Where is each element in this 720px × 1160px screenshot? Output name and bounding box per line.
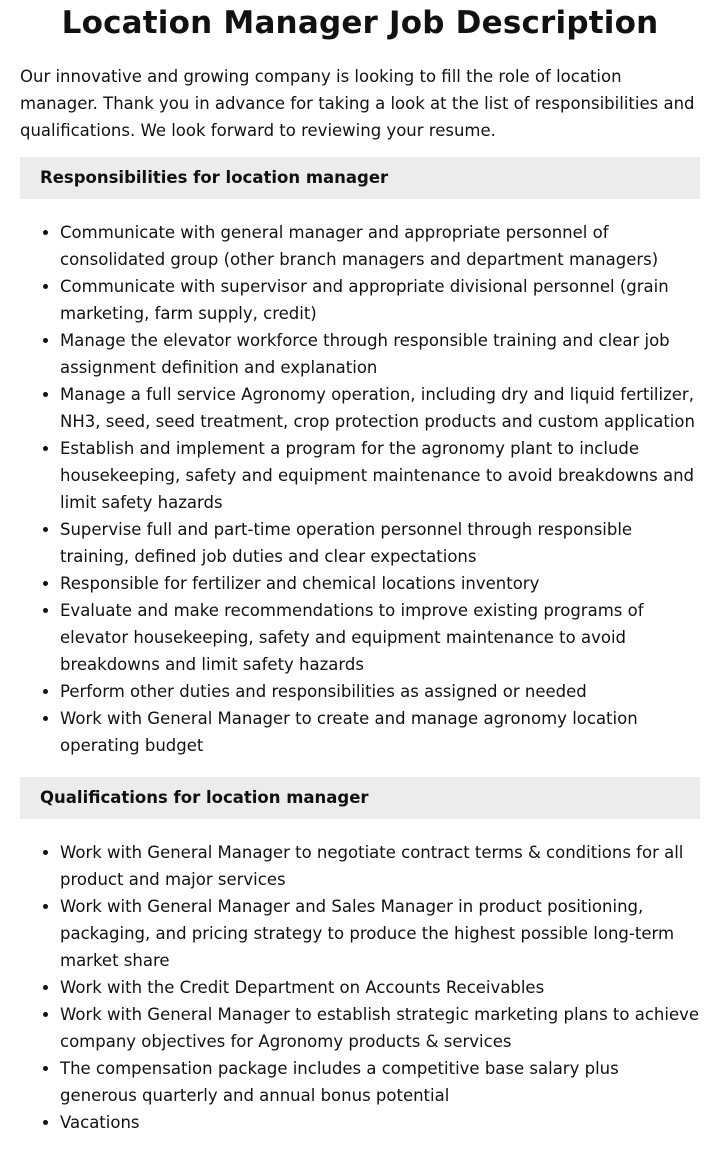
list-item: • Vacations [60,1109,700,1136]
list-item: • Work with General Manager to create and manage agronomy location operating budget [60,705,700,759]
responsibilities-list [20,219,700,759]
list-item: • Establish and implement a program for the agronomy plant to include housekeeping, safety and equipment maintenance to avoid breakdowns and limit safety hazards [60,435,700,516]
list-item: • Perform other duties and responsibilities as assigned or needed [60,678,700,705]
list-item: • Work with General Manager and Sales Manager in product positioning, packaging, and pricing strategy to produce the highest possible long-term market share [60,893,700,974]
list-item: • Work with General Manager to establish strategic marketing plans to achieve company objectives for Agronomy products & services [60,1001,700,1055]
list-item: • The compensation package includes a competitive base salary plus generous quarterly and annual bonus potential [60,1055,700,1109]
list-item: • Evaluate and make recommendations to improve existing programs of elevator housekeeping, safety and equipment maintenance to avoid breakdowns and limit safety hazards [60,597,700,678]
qualifications-heading: Qualifications for location manager [20,777,700,819]
list-item: • Work with General Manager to negotiate contract terms & conditions for all product and major services [60,839,700,893]
responsibilities-heading: Responsibilities for location manager [20,157,700,199]
list-item: • Work with the Credit Department on Accounts Receivables [60,974,700,1001]
list-item: • Communicate with supervisor and appropriate divisional personnel (grain marketing, farm supply, credit) [60,273,700,327]
page-title: Location Manager Job Description [61,5,659,41]
list-item: • Supervise full and part-time operation personnel through responsible training, defined job duties and clear expectations [60,516,700,570]
list-item: • Manage a full service Agronomy operation, including dry and liquid fertilizer, NH3, seed, seed treatment, crop protection products and custom application [60,381,700,435]
qualifications-list [20,839,700,1136]
intro-paragraph: Our innovative and growing company is looking to fill the role of location manager. Thank you in advance for taking a look at the list of responsibilities and qualifications. We look forward to reviewing your resume. [20,67,695,140]
list-item: • Manage the elevator workforce through responsible training and clear job assignment definition and explanation [60,327,700,381]
list-item: • Responsible for fertilizer and chemical locations inventory [60,570,700,597]
list-item: • Communicate with general manager and appropriate personnel of consolidated group (other branch managers and department managers) [60,219,700,273]
